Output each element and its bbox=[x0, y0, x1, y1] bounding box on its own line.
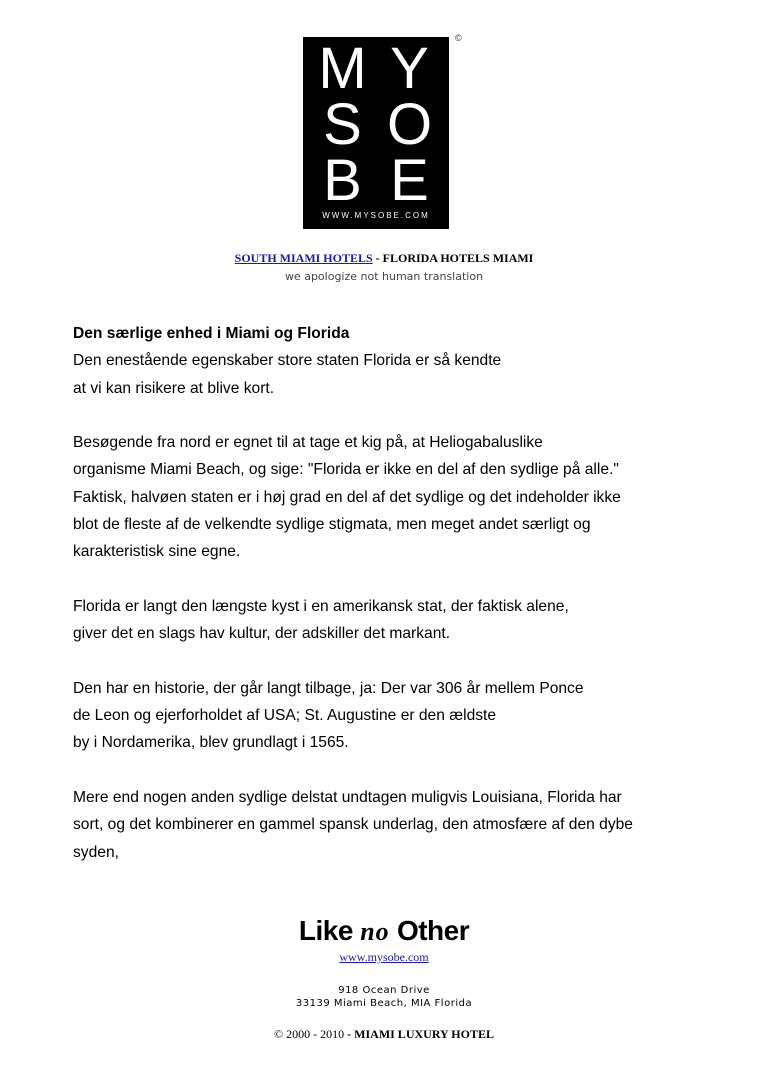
paragraph-line: blot de fleste af de velkendte sydlige stigmata, men meget andet særligt og bbox=[73, 516, 591, 534]
address-line-2: 33139 Miami Beach, MIA Florida bbox=[295, 998, 473, 1009]
paragraph-line: Den enestående egenskaber store staten Florida er så kendte bbox=[73, 352, 502, 370]
paragraph-line: Den har en historie, der går langt tilbage, ja: Der var 306 år mellem Ponce bbox=[73, 679, 584, 697]
article-body bbox=[73, 320, 713, 866]
copyright-hotel: - MIAMI LUXURY HOTEL bbox=[344, 1027, 494, 1041]
logo-letter: O bbox=[386, 92, 433, 157]
copyright-years: © 2000 - 2010 bbox=[274, 1027, 345, 1041]
mysobe-site-link[interactable]: www.mysobe.com bbox=[339, 950, 429, 964]
slogan-like: Like bbox=[298, 915, 353, 946]
paragraph-line: by i Nordamerika, blev grundlagt i 1565. bbox=[73, 734, 349, 752]
header-rest: - FLORIDA HOTELS MIAMI bbox=[372, 251, 534, 265]
paragraph-line: de Leon og ejerforholdet af USA; St. Augustine er den ældste bbox=[73, 707, 497, 725]
site-link-line bbox=[0, 950, 768, 965]
logo-letter: M bbox=[318, 36, 367, 101]
apology-note: we apologize not human translation bbox=[284, 270, 484, 283]
paragraph-line: Florida er langt den længste kyst i en amerikansk stat, der faktisk alene, bbox=[73, 597, 569, 615]
header-line bbox=[0, 251, 768, 266]
paragraph-line: giver det en slags hav kultur, der adskiller det markant. bbox=[73, 625, 451, 643]
slogan-no: no bbox=[360, 917, 390, 946]
slogan-other: Other bbox=[396, 915, 470, 946]
paragraph-line: Mere end nogen anden sydlige delstat undtagen muligvis Louisiana, Florida har bbox=[73, 789, 622, 807]
address-line-1: 918 Ocean Drive bbox=[338, 985, 430, 996]
paragraph-line: syden, bbox=[73, 843, 119, 861]
logo-letter: S bbox=[323, 92, 362, 157]
logo-url: WWW.MYSOBE.COM bbox=[322, 211, 430, 220]
paragraph-line: sort, og det kombinerer en gammel spansk underlag, den atmosfære af den dybe bbox=[73, 816, 633, 834]
like-no-other-slogan bbox=[0, 915, 768, 947]
paragraph-line: at vi kan risikere at blive kort. bbox=[73, 379, 275, 397]
logo-letter: B bbox=[323, 148, 362, 213]
logo-letter: Y bbox=[390, 36, 429, 101]
copyright-footer bbox=[0, 1027, 768, 1042]
logo-letter: E bbox=[390, 148, 429, 213]
copyright-mark: © bbox=[455, 33, 462, 43]
south-miami-hotels-link[interactable]: SOUTH MIAMI HOTELS bbox=[234, 251, 373, 265]
paragraph-line: Faktisk, halvøen staten er i høj grad en del af det sydlige og det indeholder ikke bbox=[73, 488, 621, 506]
mysobe-logo bbox=[303, 37, 449, 229]
paragraph-line: Besøgende fra nord er egnet til at tage et kig på, at Heliogabaluslike bbox=[73, 434, 543, 452]
paragraph-line: organisme Miami Beach, og sige: "Florida er ikke en del af den sydlige på alle." bbox=[73, 461, 619, 479]
article-title: Den særlige enhed i Miami og Florida bbox=[73, 325, 350, 342]
paragraph-line: karakteristisk sine egne. bbox=[73, 543, 241, 561]
